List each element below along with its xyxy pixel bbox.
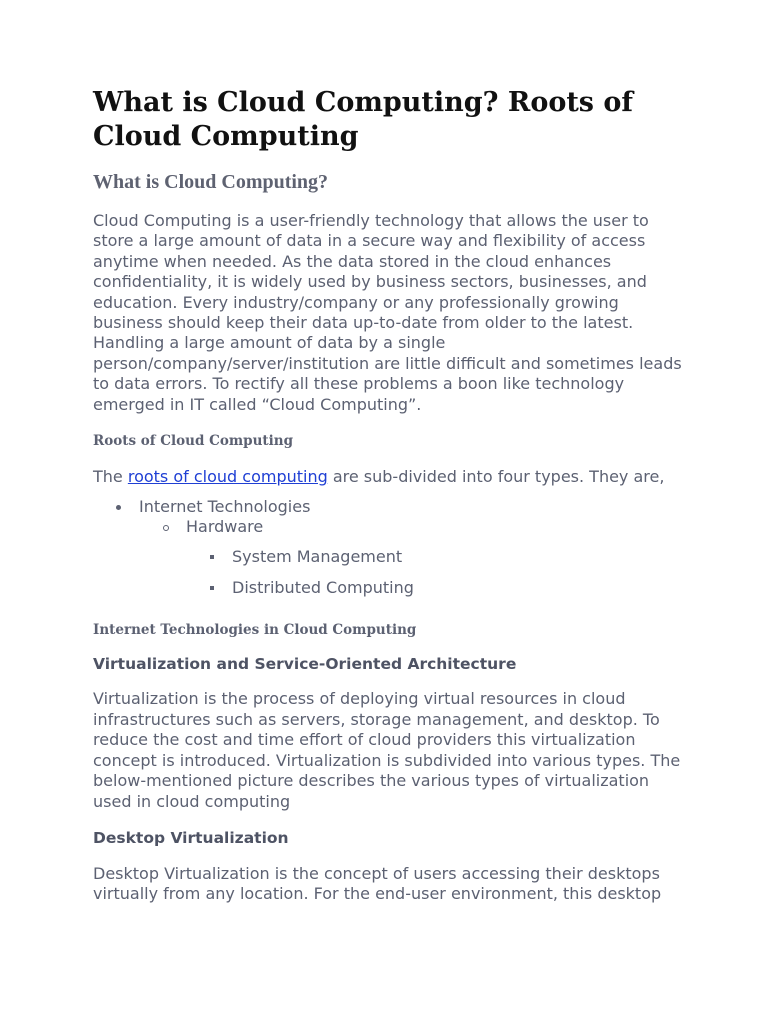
internet-tech-heading: Internet Technologies in Cloud Computing [93,622,417,639]
roots-sentence-after: are sub-divided into four types. They are, [327,467,665,487]
desktop-virtualization-heading: Desktop Virtualization [93,828,289,847]
page-title: What is Cloud Computing? Roots of Cloud Computing [93,87,634,152]
bullet-circle-icon [163,525,169,531]
list-item-hardware: Hardware [186,517,264,537]
roots-link[interactable]: roots of cloud computing [127,467,328,487]
roots-heading: Roots of Cloud Computing [93,433,294,450]
roots-sentence-before: The [93,467,128,487]
virtualization-heading: Virtualization and Service-Oriented Architecture [93,655,517,674]
section-heading-what-is: What is Cloud Computing? [93,171,329,193]
roots-sentence [93,467,683,487]
bullet-square-icon [210,555,214,559]
article-content [93,86,683,905]
desktop-virtualization-paragraph: Desktop Virtualization is the concept of users accessing their desktops virtually from any location. For the end-user environment, this desktop [93,863,662,904]
bullet-disc-icon [116,505,121,510]
list-item-distributed-computing: Distributed Computing [232,578,414,598]
bullet-square-icon [210,586,214,590]
list-item-internet-technologies: Internet Technologies [139,497,311,517]
virtualization-paragraph: Virtualization is the process of deploying virtual resources in cloud infrastructures such as servers, storage management, and desktop. To reduce the cost and time effort of cloud providers this virtualization concept is introduced. Virtualization is subdivided into various types. The below-mentioned picture describes the various types of virtualization used in cloud computing [93,689,681,811]
list-item-system-management: System Management [232,547,403,567]
roots-list [93,497,683,609]
intro-paragraph: Cloud Computing is a user-friendly technology that allows the user to store a large amount of data in a secure way and flexibility of access anytime when needed. As the data stored in the cloud enhances confidentiality, it is widely used by business sectors, businesses, and education. Every industry/company or any professionally growing business should keep their data up-to-date from older to the latest. Handling a large amount of data by a single person/company/server/institution are little difficult and sometimes leads to data errors. To rectify all these problems a boon like technology emerged in IT called “Cloud Computing”. [93,211,682,414]
